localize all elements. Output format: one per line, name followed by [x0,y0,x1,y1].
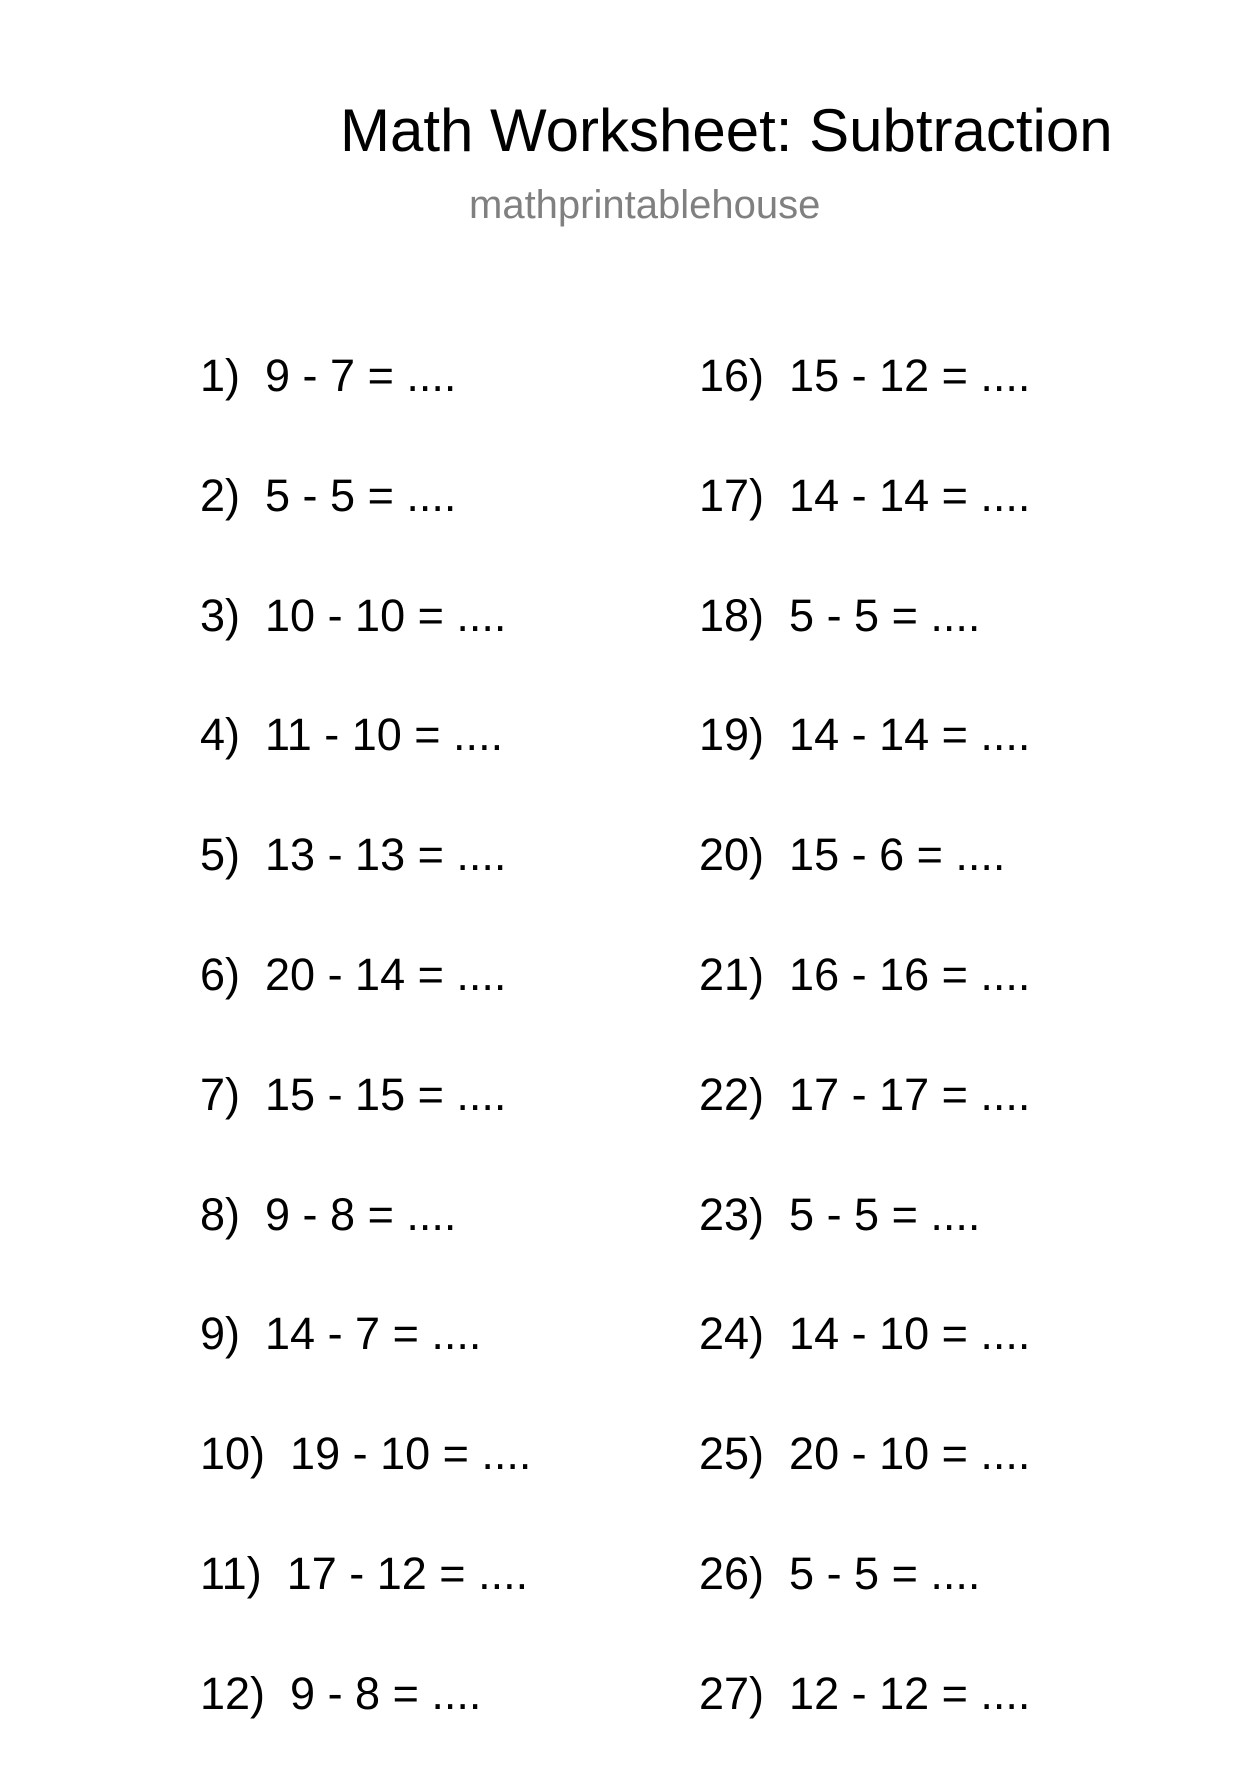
problem-item: 18) 5 - 5 = .... [699,589,981,641]
problem-item: 3) 10 - 10 = .... [200,589,507,641]
problem-item: 2) 5 - 5 = .... [200,469,457,521]
problem-item: 21) 16 - 16 = .... [699,948,1031,1000]
problem-item: 23) 5 - 5 = .... [699,1188,981,1240]
problem-item: 12) 9 - 8 = .... [200,1667,482,1719]
problem-item: 27) 12 - 12 = .... [699,1667,1031,1719]
problem-item: 10) 19 - 10 = .... [200,1428,532,1480]
problem-item: 11) 17 - 12 = .... [200,1547,529,1599]
worksheet-source: mathprintablehouse [469,183,821,227]
problem-item: 6) 20 - 14 = .... [200,948,507,1000]
problem-item: 22) 17 - 17 = .... [699,1068,1031,1120]
problem-item: 25) 20 - 10 = .... [699,1428,1031,1480]
problem-item: 20) 15 - 6 = .... [699,829,1006,881]
problem-item: 19) 14 - 14 = .... [699,709,1031,761]
problem-item: 8) 9 - 8 = .... [200,1188,457,1240]
problem-item: 9) 14 - 7 = .... [200,1308,482,1360]
problem-item: 17) 14 - 14 = .... [699,469,1031,521]
problem-item: 1) 9 - 7 = .... [200,350,457,401]
problem-item: 5) 13 - 13 = .... [200,829,507,881]
problem-item: 4) 11 - 10 = .... [200,709,504,761]
problem-item: 26) 5 - 5 = .... [699,1547,981,1599]
problem-item: 24) 14 - 10 = .... [699,1308,1031,1360]
worksheet-title: Math Worksheet: Subtraction [340,97,1113,164]
problems-left-column [200,348,531,1786]
problems-right-column [699,348,1030,1786]
problem-item: 7) 15 - 15 = .... [200,1068,507,1120]
problem-item: 16) 15 - 12 = .... [699,350,1031,401]
